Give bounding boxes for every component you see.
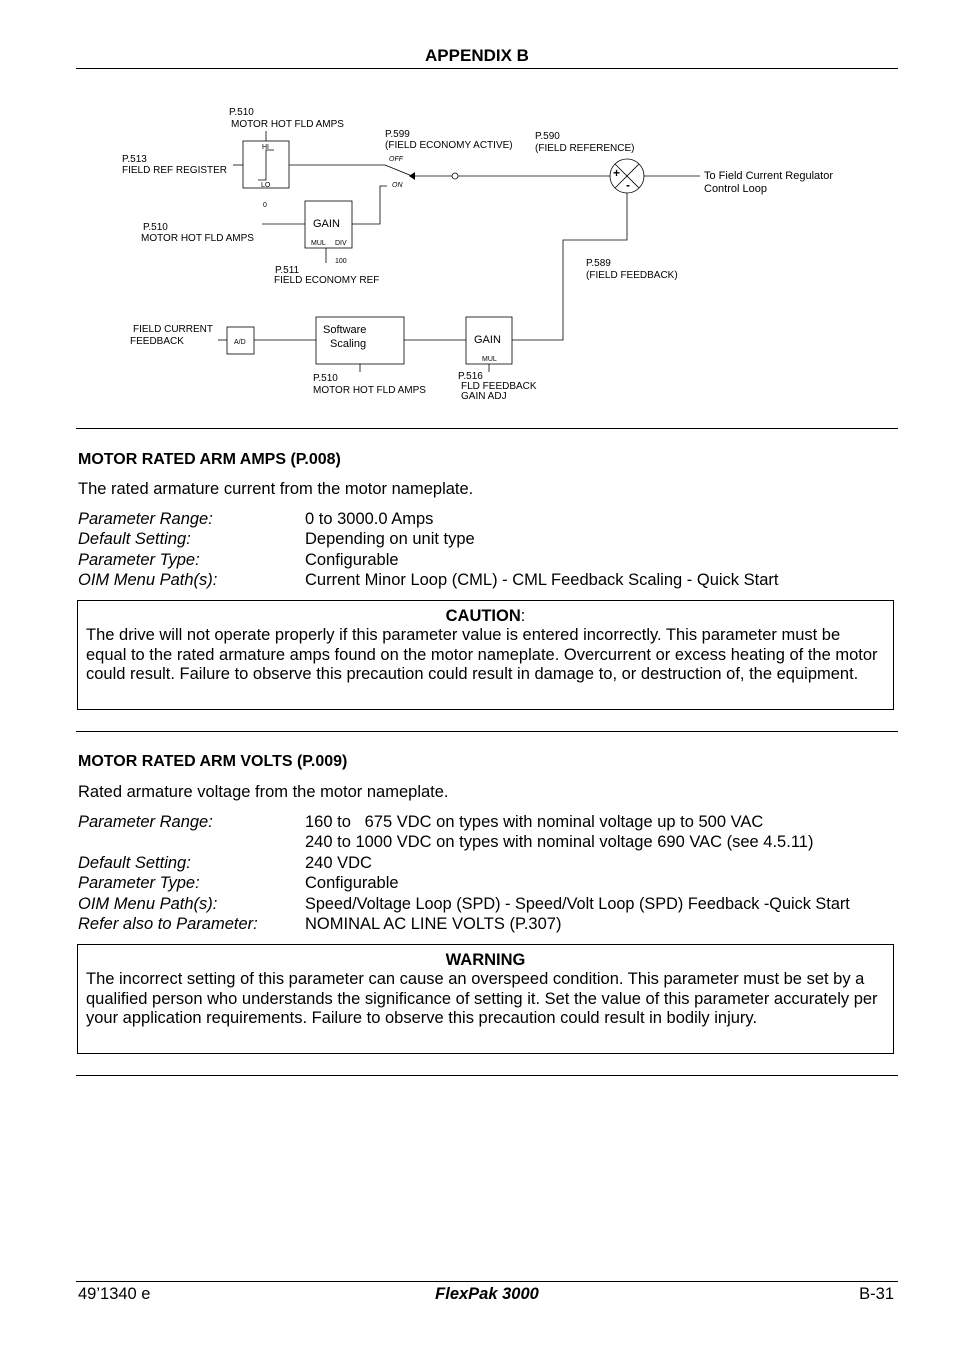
p590-num: P.590 xyxy=(535,131,560,142)
field-current-label-1: FIELD CURRENT xyxy=(133,324,214,335)
p511-num: P.511 xyxy=(275,265,300,276)
footer-rule xyxy=(76,1281,898,1282)
field-economy-block-diagram xyxy=(0,0,954,420)
ad-label: A/D xyxy=(234,339,246,346)
p513-num: P.513 xyxy=(122,154,147,165)
s2-param-label-menu: OIM Menu Path(s): xyxy=(78,895,218,913)
s2-param-value-range-2: 240 to 1000 VDC on types with nominal voltage 690 VAC (see 4.5.11) xyxy=(305,833,814,851)
caution-title-colon: : xyxy=(520,607,526,625)
gain1-label: GAIN xyxy=(313,218,340,230)
s1-param-value-range: 0 to 3000.0 Amps xyxy=(305,510,434,528)
s1-param-label-menu: OIM Menu Path(s): xyxy=(78,571,218,589)
s1-param-label-default: Default Setting: xyxy=(78,530,191,548)
mul2-label: MUL xyxy=(482,356,497,363)
switch-on-label: ON xyxy=(392,182,403,189)
output-label-1: To Field Current Regulator xyxy=(704,170,834,182)
page-header-title: APPENDIX B xyxy=(425,46,529,65)
warning-box xyxy=(77,944,894,1054)
sum-plus-label: + xyxy=(613,166,621,180)
s1-param-value-default: Depending on unit type xyxy=(305,530,475,548)
p510-bot-label: MOTOR HOT FLD AMPS xyxy=(313,385,426,396)
warning-title: WARNING xyxy=(445,951,526,969)
p510-top-num: P.510 xyxy=(229,107,254,118)
footer-product: FlexPak 3000 xyxy=(435,1285,539,1303)
p599-label: (FIELD ECONOMY ACTIVE) xyxy=(385,140,513,151)
p510-mid-label: MOTOR HOT FLD AMPS xyxy=(141,233,254,244)
s2-param-label-range: Parameter Range: xyxy=(78,813,213,831)
section2-description: Rated armature voltage from the motor nameplate. xyxy=(78,783,449,801)
caution-box xyxy=(77,600,894,710)
section2-title: MOTOR RATED ARM VOLTS (P.009) xyxy=(78,753,348,770)
s2-param-value-refer: NOMINAL AC LINE VOLTS (P.307) xyxy=(305,915,562,933)
lo-label: LO xyxy=(261,182,271,189)
section-rule-2 xyxy=(76,731,898,732)
sum-minus-label: - xyxy=(626,178,630,192)
output-label-2: Control Loop xyxy=(704,183,767,195)
p589-num: P.589 xyxy=(586,258,611,269)
switch-off-label: OFF xyxy=(389,156,403,163)
div1-label: DIV xyxy=(335,240,347,247)
p516-num: P.516 xyxy=(458,371,483,382)
p510-mid-num: P.510 xyxy=(143,222,168,233)
s2-param-label-refer: Refer also to Parameter: xyxy=(78,915,258,933)
caution-title-text: CAUTION xyxy=(445,607,521,625)
s2-param-value-range-1: 160 to 675 VDC on types with nominal voltage up to 500 VAC xyxy=(305,813,764,831)
s2-param-value-menu: Speed/Voltage Loop (SPD) - Speed/Volt Loop (SPD) Feedback -Quick Start xyxy=(305,895,850,913)
p516-label-1: FLD FEEDBACK xyxy=(461,381,537,392)
s2-param-label-type: Parameter Type: xyxy=(78,874,200,892)
hi-label: HI xyxy=(262,144,269,151)
p589-label: (FIELD FEEDBACK) xyxy=(586,270,678,281)
p513-label: FIELD REF REGISTER xyxy=(122,165,228,176)
hundred-label: 100 xyxy=(335,258,347,265)
software-label-1: Software xyxy=(323,324,367,336)
s1-param-label-type: Parameter Type: xyxy=(78,551,200,569)
section1-title: MOTOR RATED ARM AMPS (P.008) xyxy=(78,451,341,468)
p510-bot-num: P.510 xyxy=(313,373,338,384)
p516-label-2: GAIN ADJ xyxy=(461,391,507,402)
caution-title xyxy=(78,607,893,626)
zero-label: 0 xyxy=(263,202,267,209)
section-rule-1 xyxy=(76,428,898,429)
p590-label: (FIELD REFERENCE) xyxy=(535,143,635,154)
footer-page-number: B-31 xyxy=(859,1285,894,1303)
footer-doc-number: 49’1340 e xyxy=(78,1285,151,1303)
p599-num: P.599 xyxy=(385,129,410,140)
software-label-2: Scaling xyxy=(330,338,367,350)
field-current-label-2: FEEDBACK xyxy=(130,336,184,347)
p511-label: FIELD ECONOMY REF xyxy=(274,275,380,286)
p510-top-label: MOTOR HOT FLD AMPS xyxy=(231,119,344,130)
caution-text: The drive will not operate properly if this parameter value is entered incorrectly. This parameter must be equal to the rated armature amps found on the motor nameplate. Overcurrent or excess heating of the motor could result. Failure to observe this precaution could result in damage to, or destruction of, the equipment. xyxy=(86,626,878,684)
s2-param-value-default: 240 VDC xyxy=(305,854,372,872)
s1-param-value-type: Configurable xyxy=(305,551,399,569)
s1-param-value-menu: Current Minor Loop (CML) - CML Feedback Scaling - Quick Start xyxy=(305,571,779,589)
section1-description: The rated armature current from the motor nameplate. xyxy=(78,480,474,498)
section-rule-3 xyxy=(76,1075,898,1076)
mul1-label: MUL xyxy=(311,240,326,247)
s2-param-value-type: Configurable xyxy=(305,874,399,892)
s1-param-label-range: Parameter Range: xyxy=(78,510,213,528)
warning-text: The incorrect setting of this parameter can cause an overspeed condition. This parameter must be set by a qualified person who understands the significance of setting it. Set the value of this parameter accurately per your application requirements. Failure to observe this precaution could result in bodily injury. xyxy=(86,970,878,1028)
gain2-label: GAIN xyxy=(474,334,501,346)
switch-arrow-icon xyxy=(409,172,415,180)
s2-param-label-default: Default Setting: xyxy=(78,854,191,872)
